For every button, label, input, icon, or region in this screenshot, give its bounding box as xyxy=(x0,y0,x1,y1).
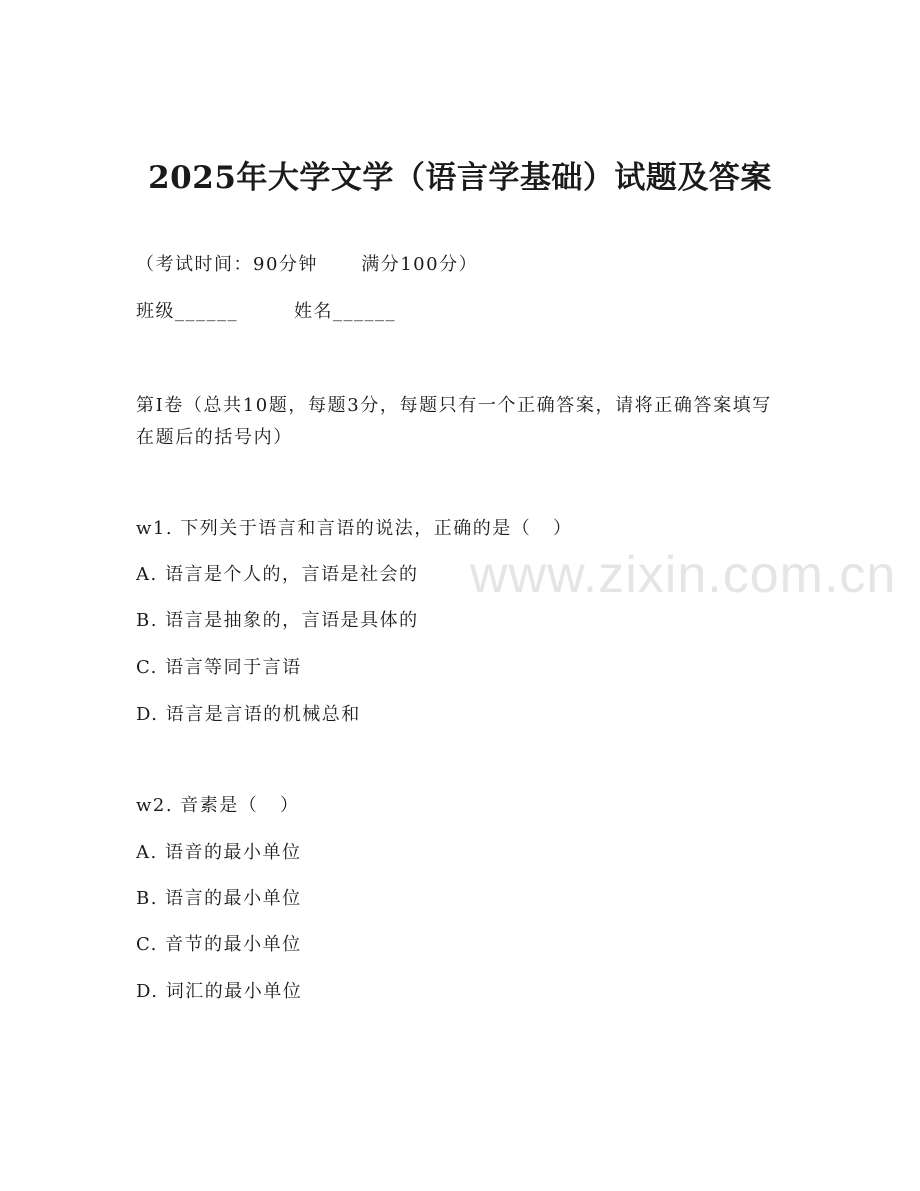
section-instructions: 第I卷（总共10题，每题3分，每题只有一个正确答案，请将正确答案填写在题后的括号内） xyxy=(136,395,772,448)
name-field-label: 姓名______ xyxy=(294,301,396,322)
question-stem: w2. 音素是（ ） xyxy=(136,795,300,816)
site-watermark: www.zixin.com.cn xyxy=(470,546,897,604)
question-stem: w1. 下列关于语言和言语的说法，正确的是（ ） xyxy=(136,518,573,539)
answer-option: D. 语言是言语的机械总和 xyxy=(136,704,361,725)
exam-info: （考试时间：90分钟 满分100分） xyxy=(136,254,479,275)
answer-option: A. 语言是个人的，言语是社会的 xyxy=(136,564,419,585)
answer-option: C. 音节的最小单位 xyxy=(136,934,302,955)
answer-option: A. 语音的最小单位 xyxy=(136,842,302,863)
document-title: 2025年大学文学（语言学基础）试题及答案 xyxy=(148,160,772,196)
answer-option: B. 语言的最小单位 xyxy=(136,888,302,909)
answer-option: C. 语言等同于言语 xyxy=(136,657,302,678)
class-field-label: 班级______ xyxy=(136,301,238,322)
answer-option: D. 词汇的最小单位 xyxy=(136,981,303,1002)
answer-option: B. 语言是抽象的，言语是具体的 xyxy=(136,610,419,631)
